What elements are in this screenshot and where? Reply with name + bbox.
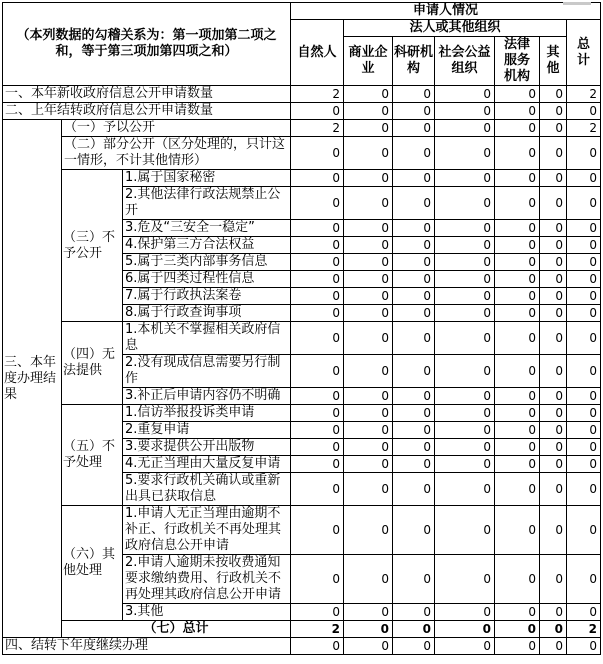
item-label: 3.其他 [123,604,291,621]
value-cell: 0 [435,86,495,103]
value-cell: 0 [291,288,344,305]
item-label: 5.要求行政机关确认或重新出具已获取信息 [123,473,291,506]
value-cell: 0 [435,506,495,555]
value-cell: 0 [344,506,393,555]
value-cell: 0 [344,405,393,422]
value-cell: 0 [344,237,393,254]
value-cell: 2 [567,86,601,103]
row-label: （七）总计 [62,621,291,638]
item-label: 2.没有现成信息需要另行制作 [123,355,291,388]
value-cell: 0 [540,604,567,621]
item-label: 7.属于行政执法案卷 [123,288,291,305]
row-label: 二、上年结转政府信息公开申请数量 [3,103,291,120]
value-cell: 0 [540,137,567,170]
value-cell: 0 [291,604,344,621]
row-label: 一、本年新收政府信息公开申请数量 [3,86,291,103]
value-cell: 2 [567,621,601,638]
value-cell: 0 [291,638,344,655]
col-header-legal-org-group: 法人或其他组织 [344,20,567,37]
value-cell: 0 [291,254,344,271]
value-cell: 0 [567,355,601,388]
value-cell: 0 [540,86,567,103]
value-cell: 0 [393,271,435,288]
value-cell: 0 [435,271,495,288]
value-cell: 0 [495,638,540,655]
value-cell: 0 [435,355,495,388]
value-cell: 0 [291,439,344,456]
value-cell: 0 [567,322,601,355]
value-cell: 0 [344,220,393,237]
row-label: （二）部分公开（区分处理的，只计这一情形，不计其他情形） [62,137,291,170]
value-cell: 0 [495,405,540,422]
item-label: 5.属于三类内部事务信息 [123,254,291,271]
value-cell: 0 [435,322,495,355]
value-cell: 0 [540,388,567,405]
value-cell: 0 [567,305,601,322]
value-cell: 0 [393,170,435,187]
value-cell: 0 [344,187,393,220]
col-header-commercial: 商业企业 [344,37,393,86]
value-cell: 0 [393,604,435,621]
value-cell: 0 [567,137,601,170]
value-cell: 0 [435,120,495,137]
value-cell: 0 [344,137,393,170]
value-cell: 0 [495,555,540,604]
value-cell: 0 [540,322,567,355]
value-cell: 0 [567,473,601,506]
value-cell: 0 [495,305,540,322]
value-cell: 0 [435,604,495,621]
value-cell: 0 [435,137,495,170]
col-header-total: 总计 [567,20,601,86]
value-cell: 0 [435,237,495,254]
value-cell: 0 [291,322,344,355]
value-cell: 0 [495,103,540,120]
value-cell: 0 [495,621,540,638]
value-cell: 2 [291,621,344,638]
value-cell: 0 [495,355,540,388]
value-cell: 0 [495,456,540,473]
value-cell: 0 [540,355,567,388]
value-cell: 0 [291,237,344,254]
value-cell: 0 [291,555,344,604]
value-cell: 0 [540,506,567,555]
item-label: 1.本机关不掌握相关政府信息 [123,322,291,355]
value-cell: 0 [495,506,540,555]
group-label: （五）不予处理 [62,405,123,506]
value-cell: 0 [567,506,601,555]
value-cell: 0 [393,355,435,388]
col-header-natural-person: 自然人 [291,20,344,86]
value-cell: 0 [344,473,393,506]
value-cell: 0 [540,254,567,271]
table-row [3,103,601,120]
value-cell: 0 [435,288,495,305]
value-cell: 0 [393,555,435,604]
value-cell: 0 [393,422,435,439]
value-cell: 0 [495,271,540,288]
value-cell: 0 [540,439,567,456]
table-row [3,506,601,555]
table-row [3,120,601,137]
value-cell: 0 [435,405,495,422]
item-label: 3.要求提供公开出版物 [123,439,291,456]
item-label: 4.无正当理由大量反复申请 [123,456,291,473]
value-cell: 0 [393,187,435,220]
value-cell: 0 [393,388,435,405]
value-cell: 0 [495,170,540,187]
value-cell: 0 [291,456,344,473]
value-cell: 0 [435,388,495,405]
value-cell: 0 [495,237,540,254]
item-label: 1.属于国家秘密 [123,170,291,187]
value-cell: 0 [344,439,393,456]
value-cell: 0 [435,439,495,456]
item-label: 1.信访举报投诉类申请 [123,405,291,422]
value-cell: 0 [344,288,393,305]
value-cell: 0 [393,305,435,322]
value-cell: 2 [567,120,601,137]
value-cell: 0 [393,322,435,355]
group-label: （六）其他处理 [62,506,123,621]
value-cell: 0 [435,305,495,322]
value-cell: 0 [495,137,540,170]
value-cell: 0 [344,86,393,103]
table-row [3,638,601,655]
item-label: 2.其他法律行政法规禁止公开 [123,187,291,220]
value-cell: 0 [540,473,567,506]
value-cell: 0 [344,271,393,288]
value-cell: 0 [344,422,393,439]
value-cell: 0 [567,170,601,187]
value-cell: 0 [291,473,344,506]
value-cell: 0 [393,137,435,170]
value-cell: 0 [567,288,601,305]
value-cell: 0 [540,555,567,604]
group-label: （四）无法提供 [62,322,123,405]
value-cell: 0 [344,120,393,137]
value-cell: 0 [567,405,601,422]
value-cell: 0 [495,604,540,621]
total-row [3,621,601,638]
value-cell: 0 [344,604,393,621]
value-cell: 2 [291,86,344,103]
value-cell: 0 [291,388,344,405]
value-cell: 0 [567,254,601,271]
col-header-legal-service: 法律服务机构 [495,37,540,86]
value-cell: 0 [540,422,567,439]
value-cell: 0 [540,638,567,655]
item-label: 4.保护第三方合法权益 [123,237,291,254]
table-row [3,405,601,422]
value-cell: 0 [291,405,344,422]
value-cell: 0 [393,638,435,655]
row-label: （一）予以公开 [62,120,291,137]
value-cell: 0 [393,220,435,237]
value-cell: 0 [393,473,435,506]
value-cell: 0 [393,405,435,422]
value-cell: 0 [540,288,567,305]
value-cell: 0 [495,322,540,355]
value-cell: 0 [344,456,393,473]
row-label: 四、结转下年度继续办理 [3,638,291,655]
value-cell: 0 [567,220,601,237]
value-cell: 0 [393,621,435,638]
value-cell: 0 [567,237,601,254]
group-label: （三）不予公开 [62,170,123,322]
value-cell: 0 [495,422,540,439]
value-cell: 0 [344,254,393,271]
value-cell: 0 [567,638,601,655]
value-cell: 0 [540,220,567,237]
value-cell: 0 [344,638,393,655]
item-label: 6.属于四类过程性信息 [123,271,291,288]
value-cell: 0 [540,187,567,220]
value-cell: 0 [495,288,540,305]
col-header-public-welfare: 社会公益组织 [435,37,495,86]
value-cell: 0 [435,473,495,506]
value-cell: 0 [567,456,601,473]
disclosure-table [2,2,601,655]
value-cell: 0 [567,555,601,604]
value-cell: 0 [435,621,495,638]
value-cell: 0 [540,305,567,322]
value-cell: 0 [540,237,567,254]
item-label: 3.补正后申请内容仍不明确 [123,388,291,405]
value-cell: 0 [393,237,435,254]
value-cell: 0 [291,422,344,439]
value-cell: 0 [567,187,601,220]
value-cell: 0 [495,220,540,237]
value-cell: 0 [435,170,495,187]
value-cell: 0 [567,271,601,288]
value-cell: 0 [495,254,540,271]
scrollbar-artifact [563,2,591,5]
value-cell: 0 [540,405,567,422]
value-cell: 0 [540,170,567,187]
value-cell: 0 [567,422,601,439]
value-cell: 0 [393,103,435,120]
value-cell: 0 [291,187,344,220]
value-cell: 0 [291,103,344,120]
value-cell: 0 [435,555,495,604]
value-cell: 0 [393,439,435,456]
col-header-other: 其他 [540,37,567,86]
header-row-1 [3,3,601,20]
value-cell: 0 [567,439,601,456]
value-cell: 0 [567,388,601,405]
value-cell: 0 [435,254,495,271]
value-cell: 0 [540,120,567,137]
value-cell: 0 [344,305,393,322]
value-cell: 0 [393,288,435,305]
value-cell: 0 [344,555,393,604]
value-cell: 0 [344,170,393,187]
value-cell: 0 [495,187,540,220]
value-cell: 0 [344,388,393,405]
value-cell: 0 [435,187,495,220]
table-row [3,86,601,103]
table-row [3,322,601,355]
value-cell: 0 [435,422,495,439]
value-cell: 0 [435,220,495,237]
item-label: 2.重复申请 [123,422,291,439]
item-label: 3.危及“三安全一稳定” [123,220,291,237]
value-cell: 0 [344,103,393,120]
section-label: 三、本年度办理结果 [3,120,62,638]
value-cell: 0 [291,355,344,388]
value-cell: 0 [495,439,540,456]
col-header-applicant: 申请人情况 [291,3,601,20]
value-cell: 0 [495,473,540,506]
value-cell: 0 [291,271,344,288]
table-row [3,170,601,187]
value-cell: 0 [393,120,435,137]
value-cell: 0 [567,604,601,621]
value-cell: 0 [540,103,567,120]
value-cell: 0 [393,86,435,103]
item-label: 2.申请人逾期未按收费通知要求缴纳费用、行政机关不再处理其政府信息公开申请 [123,555,291,604]
value-cell: 0 [393,456,435,473]
value-cell: 0 [393,254,435,271]
value-cell: 0 [291,506,344,555]
value-cell: 0 [540,456,567,473]
formula-note: （本列数据的勾稽关系为：第一项加第二项之和，等于第三项加第四项之和） [3,3,291,86]
value-cell: 0 [540,271,567,288]
col-header-research: 科研机构 [393,37,435,86]
value-cell: 0 [435,456,495,473]
value-cell: 0 [344,621,393,638]
value-cell: 0 [435,103,495,120]
value-cell: 0 [495,388,540,405]
value-cell: 0 [495,86,540,103]
value-cell: 0 [495,120,540,137]
value-cell: 0 [291,170,344,187]
table-row [3,137,601,170]
value-cell: 0 [291,220,344,237]
value-cell: 0 [435,638,495,655]
value-cell: 0 [567,103,601,120]
item-label: 8.属于行政查询事项 [123,305,291,322]
value-cell: 0 [393,506,435,555]
value-cell: 2 [291,120,344,137]
value-cell: 0 [291,305,344,322]
value-cell: 0 [291,137,344,170]
value-cell: 0 [540,621,567,638]
value-cell: 0 [344,355,393,388]
value-cell: 0 [344,322,393,355]
item-label: 1.申请人无正当理由逾期不补正、行政机关不再处理其政府信息公开申请 [123,506,291,555]
